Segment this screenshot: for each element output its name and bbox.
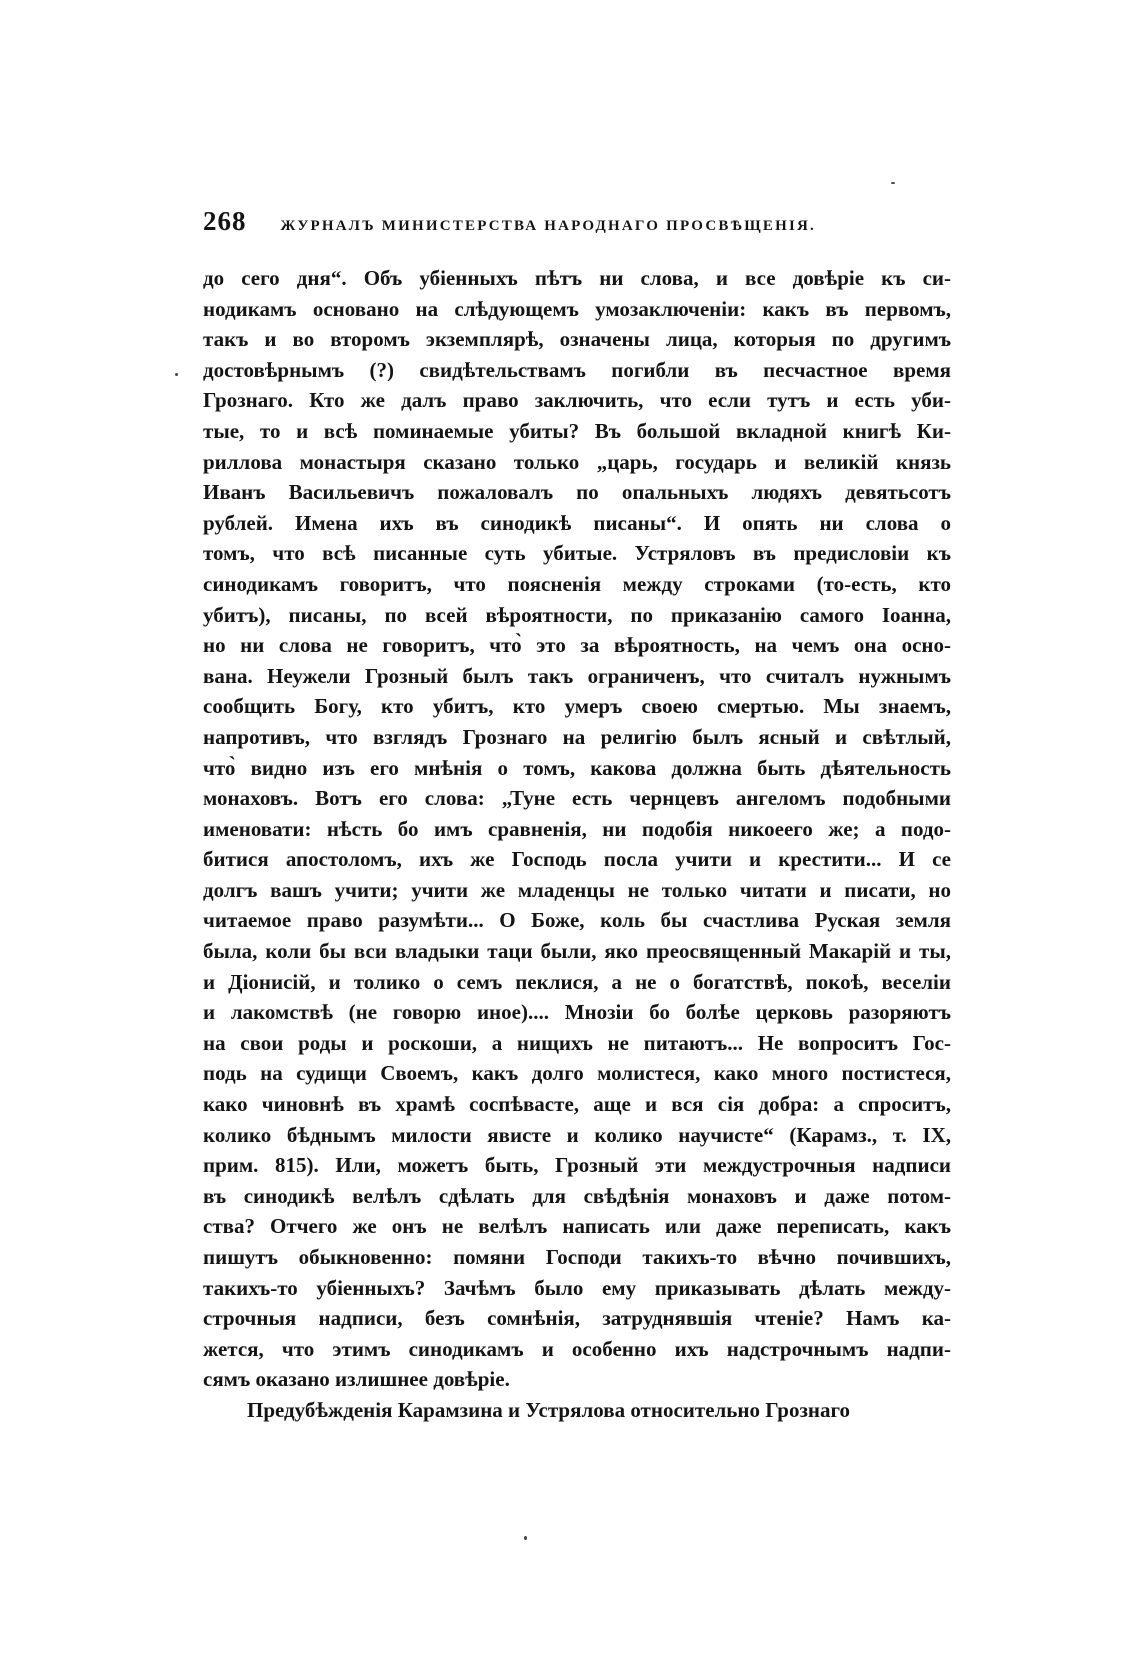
page-number: 268	[203, 206, 247, 236]
text-line: долгъ вашъ учити; учити же младенцы не только читати и писати, но	[203, 877, 951, 902]
text-line: именовати: нѣсть бо имъ сравненія, ни подобія никоеего же; а подо-	[203, 816, 951, 841]
text-line: сообщить Богу, кто убитъ, кто умеръ своею смертью. Мы знаемъ,	[203, 694, 951, 719]
text-line: до сего дня“. Объ убіенныхъ пѣтъ ни слова, и все довѣріе къ си-	[203, 266, 951, 290]
text-line: на свои роды и роскоши, а нищихъ не питаютъ... Не вопроситъ Гос-	[203, 1030, 951, 1055]
text-line: Иванъ Васильевичъ пожаловалъ по опальныхъ людяхъ девятьсотъ	[203, 480, 951, 505]
body-text	[203, 263, 951, 1426]
text-line: подь на судищи Своемъ, какъ долго молистеся, како много постистеся,	[203, 1061, 951, 1086]
text-line: убитъ), писаны, по всей вѣроятности, по приказанію самого Іоанна,	[203, 602, 951, 627]
text-line: колико бѣднымъ милости явисте и колико научисте“ (Карамз., т. IX,	[203, 1122, 951, 1147]
print-speck	[524, 1536, 527, 1540]
text-line: битися апостоломъ, ихъ же Господь посла учити и крестити... И се	[203, 847, 951, 872]
text-line: напротивъ, что взглядъ Грознаго на религію былъ ясный и свѣтлый,	[203, 724, 951, 749]
text-line: Грознаго. Кто же далъ право заключить, что если тутъ и есть уби-	[203, 388, 951, 413]
text-line: жется, что этимъ синодикамъ и особенно ихъ надстрочнымъ надпи-	[203, 1336, 951, 1361]
paragraph-start-line: Предубѣжденія Карамзина и Устрялова относительно Грознаго	[247, 1397, 851, 1422]
text-line: тые, то и всѣ поминаемые убиты? Въ большой вкладной книгѣ Ки-	[203, 418, 951, 443]
running-title: ЖУРНАЛЪ МИНИСТЕРСТВА НАРОДНАГО ПРОСВѢЩЕНІЯ.	[280, 218, 816, 234]
print-speck	[175, 373, 178, 376]
text-line: монаховъ. Вотъ его слова: „Туне есть чернцевъ ангеломъ подобными	[203, 786, 951, 811]
text-line: что̀ видно изъ его мнѣнія о томъ, какова должна быть дѣятельность	[203, 755, 951, 780]
text-line: въ синодикѣ велѣлъ сдѣлать для свѣдѣнія монаховъ и даже потом-	[203, 1183, 951, 1208]
text-line: риллова монастыря сказано только „царь, государь и великій князь	[203, 449, 951, 474]
text-line: вана. Неужели Грозный былъ такъ ограниченъ, что считалъ нужнымъ	[203, 663, 951, 688]
text-line: была, коли бы вси владыки таци были, яко преосвященный Макарій и ты,	[203, 939, 951, 964]
text-line: строчныя надписи, безъ сомнѣнія, затруднявшія чтеніе? Намъ ка-	[203, 1306, 951, 1331]
text-line: читаемое право разумѣти... О Боже, коль бы счастлива Руская земля	[203, 908, 951, 933]
text-line: ства? Отчего же онъ не велѣлъ написать или даже переписать, какъ	[203, 1214, 951, 1239]
text-line: достовѣрнымъ (?) свидѣтельствамъ погибли въ песчастное время	[203, 357, 951, 382]
print-speck	[891, 182, 895, 184]
text-line: и Діонисій, и толико о семъ пеклися, а не о богатствѣ, покоѣ, веселіи	[203, 969, 951, 994]
text-line: пишутъ обыкновенно: помяни Господи такихъ-то вѣчно почившихъ,	[203, 1245, 951, 1269]
text-line: нодикамъ основано на слѣдующемъ умозаключеніи: какъ въ первомъ,	[203, 296, 951, 321]
text-line: такъ и во второмъ экземплярѣ, означены лица, которыя по другимъ	[203, 327, 951, 352]
text-line: како чиновнѣ въ храмѣ соспѣвасте, аще и вся сія добра: а спроситъ,	[203, 1092, 951, 1117]
text-line: и лакомствѣ (не говорю иное).... Мнозіи бо болѣе церковь разоряютъ	[203, 1000, 951, 1025]
paragraph-end-line: сямъ оказано излишнее довѣріе.	[203, 1367, 510, 1392]
text-line: томъ, что всѣ писанные суть убитые. Устряловъ въ предисловіи къ	[203, 541, 951, 566]
text-line: но ни слова не говоритъ, что̀ это за вѣроятность, на чемъ она осно-	[203, 633, 951, 658]
text-line: прим. 815). Или, можетъ быть, Грозный эти междустрочныя надписи	[203, 1153, 951, 1178]
text-line: такихъ-то убіенныхъ? Зачѣмъ было ему приказывать дѣлать междy-	[203, 1275, 951, 1300]
page-header	[203, 206, 963, 242]
text-line: рублей. Имена ихъ въ синодикѣ писаны“. И опять ни слова о	[203, 510, 951, 535]
text-line: синодикамъ говоритъ, что поясненія между строками (то-есть, кто	[203, 571, 951, 596]
